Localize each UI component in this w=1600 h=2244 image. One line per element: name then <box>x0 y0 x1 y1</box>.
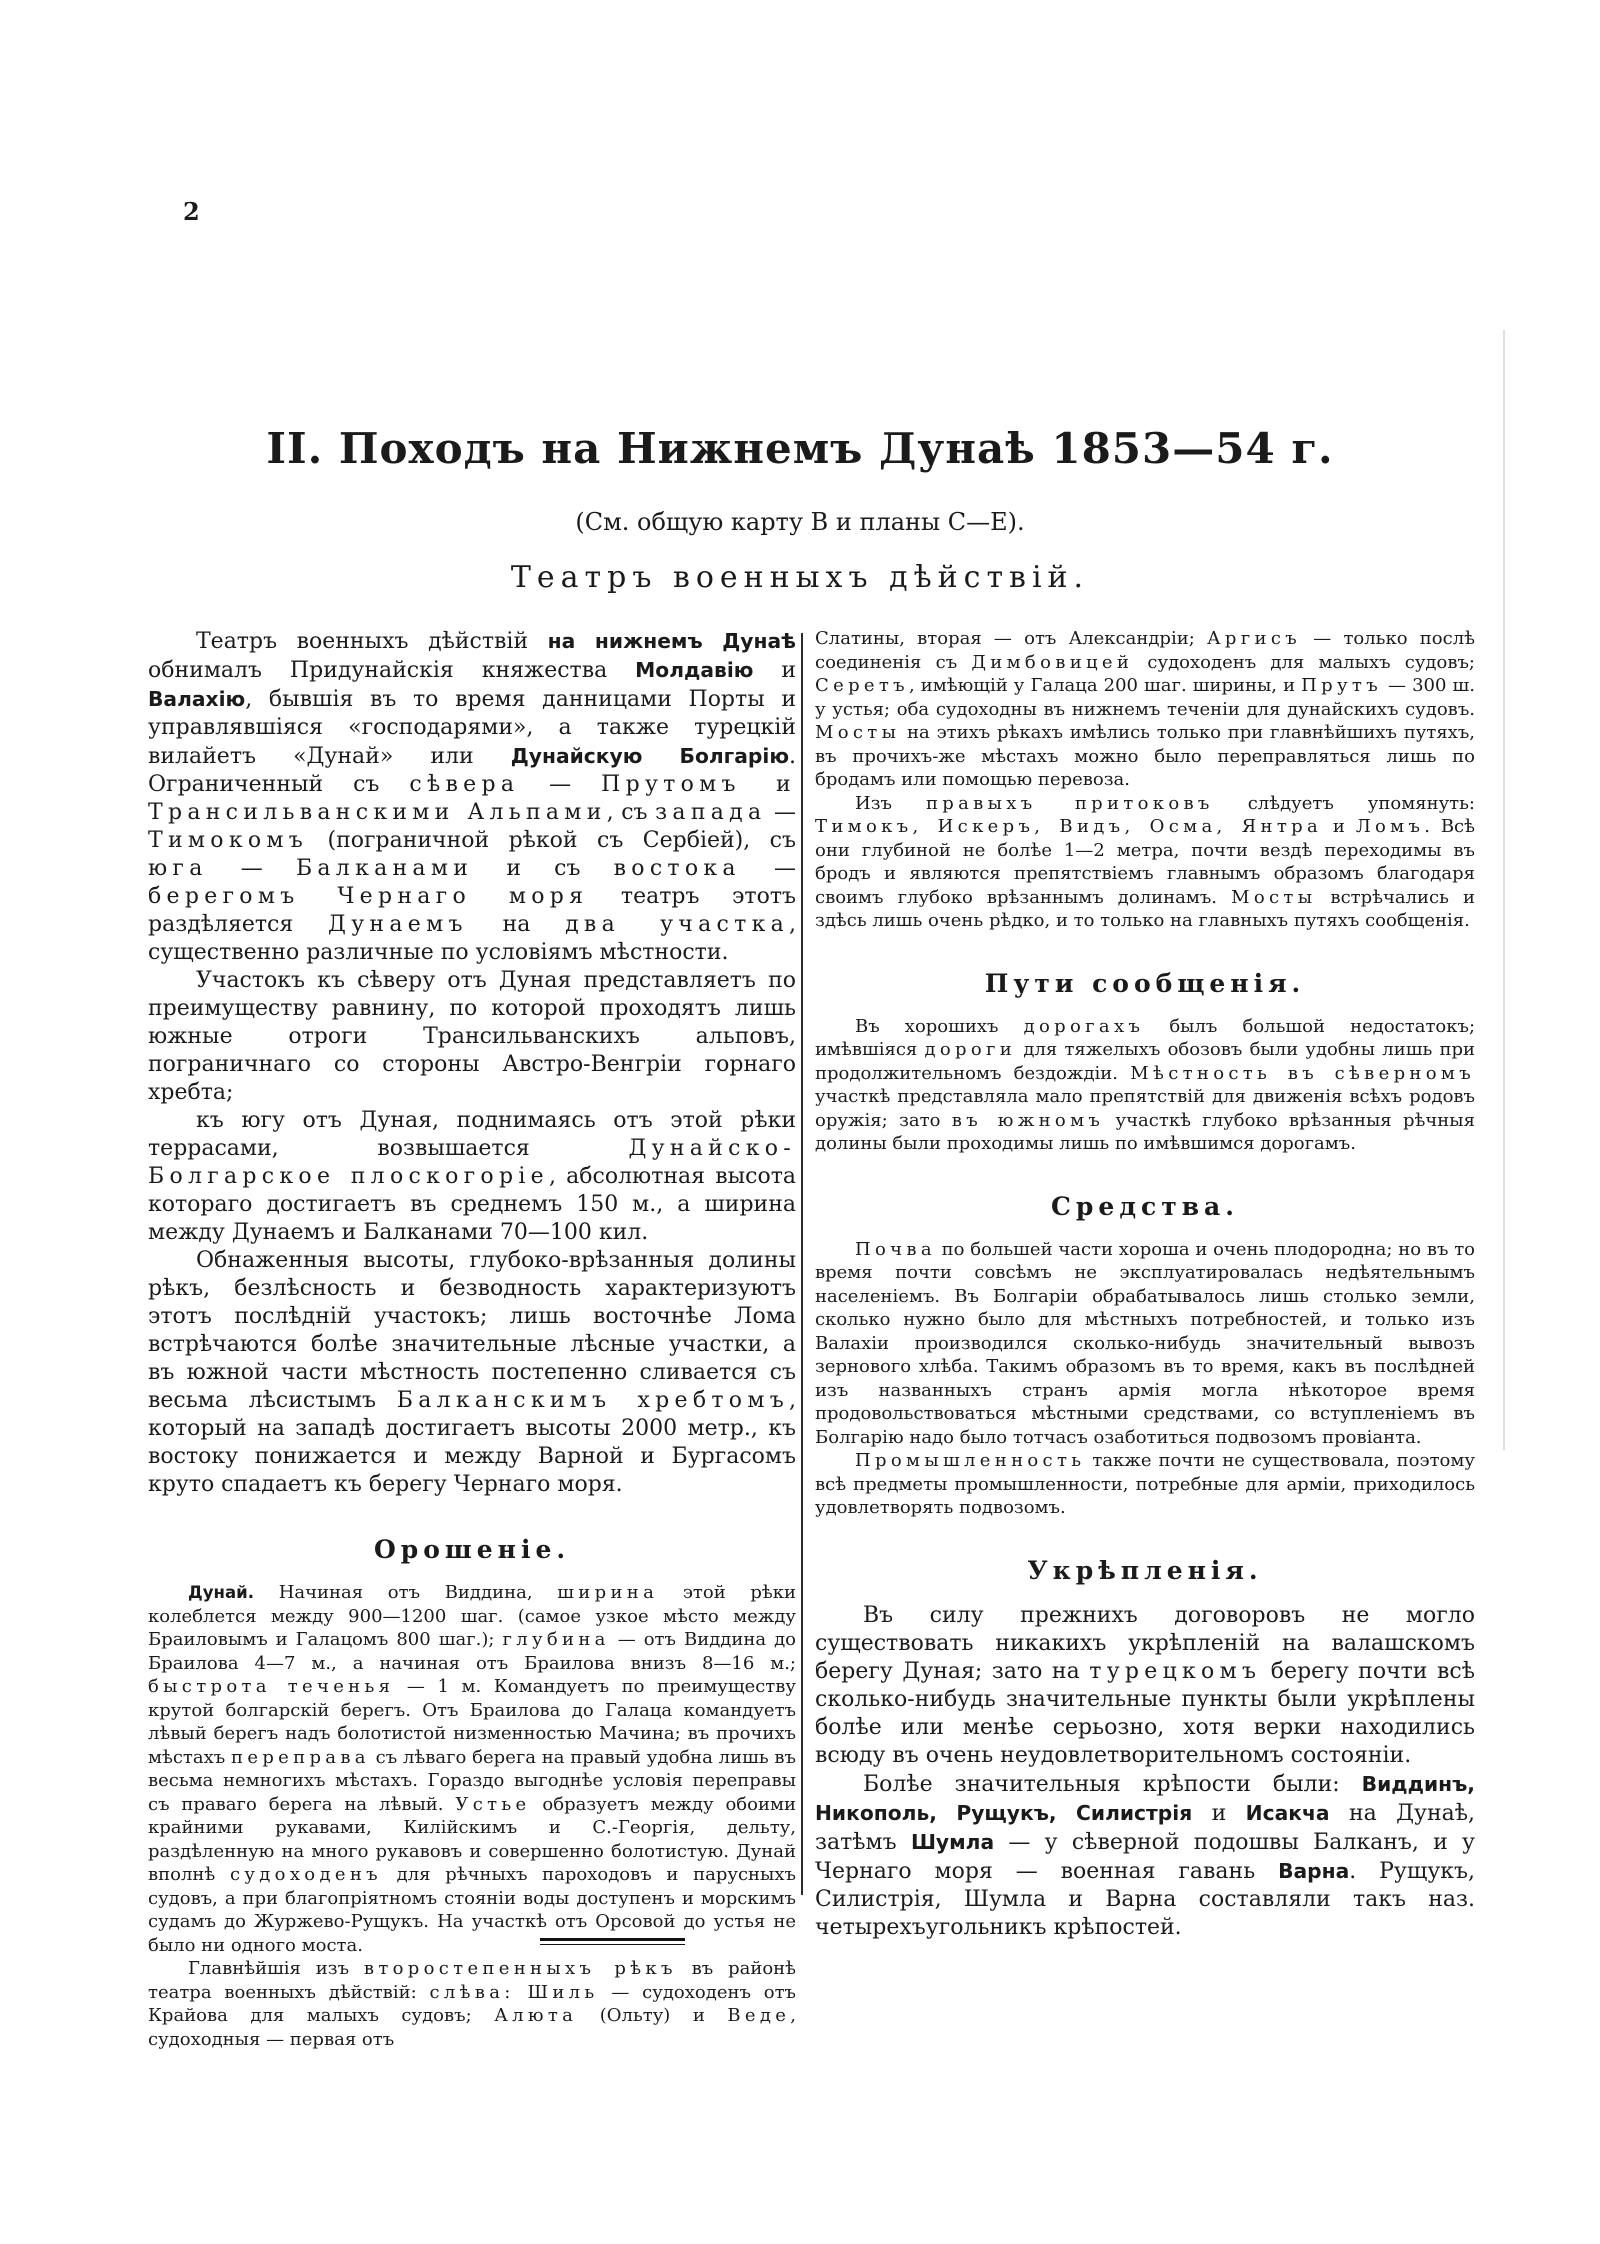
text-segment: — у сѣверной подошвы Балканъ, и у Чернаго моря — военная гавань <box>815 1829 1476 1884</box>
text-segment: , бывшія въ то время данницами Порты и управлявшіяся «господарями», а также турецкій вилайетъ «Дунай» или <box>148 687 796 769</box>
text-segment: Валахію <box>148 687 246 711</box>
text-segment: Дунайско-Болгарское плоскогоріе <box>148 1136 796 1189</box>
text-segment: обнималъ Придунайскія княжества <box>148 658 636 683</box>
text-segment: слѣдуетъ упомянуть: <box>1213 792 1475 814</box>
text-segment: Прутъ <box>1301 675 1382 696</box>
column-heading: Укрѣпленія. <box>1027 1555 1263 1585</box>
text-segment: въ районѣ театра военныхъ дѣйствій: <box>148 1958 797 2003</box>
text-segment: , имѣющій у Галаца 200 шаг. ширины, и <box>908 675 1302 696</box>
scan-edge-shadow <box>1503 330 1505 1450</box>
text-segment: , съ <box>606 800 656 825</box>
text-segment: слѣва: <box>429 1981 515 2003</box>
text-segment: Театръ военныхъ дѣйствій <box>196 629 548 654</box>
text-segment: ширина <box>557 1582 659 1603</box>
text-segment: Въ хорошихъ <box>855 1015 1024 1037</box>
paragraph <box>815 792 1475 933</box>
text-segment: Шумла <box>910 1829 995 1854</box>
text-segment: Балканами <box>295 856 474 881</box>
text-segment: и <box>1192 1800 1246 1826</box>
text-segment: Дунаемъ <box>328 912 468 937</box>
text-segment: на этихъ рѣкахъ имѣлись только при главнѣйшихъ путяхъ, въ прочихъ-же мѣстахъ можно было переправляться лишь по бродамъ или помощью перевоза. <box>815 722 1475 790</box>
text-segment: также почти не существовала, поэтому всѣ предметы промышленности, потребные для арміи, приходилось удовлетворять подвозомъ. <box>815 1450 1475 1518</box>
left-column <box>148 627 796 2051</box>
text-segment: Начиная отъ Виддина, <box>254 1582 558 1603</box>
text-segment: , который на западѣ достигаетъ высоты 2000 метр., къ востоку понижается и между Варной и Бургасомъ круто спадаетъ къ берегу Чернаго моря. <box>148 1388 796 1497</box>
text-segment: въ южномъ <box>951 1109 1105 1131</box>
text-segment: Виддинъ, Никополь, Рущукъ, Силистрія <box>815 1771 1475 1825</box>
text-segment: — судоходенъ отъ Крайова для малыхъ судовъ; <box>148 1981 796 2026</box>
text-segment: участкѣ глубоко врѣзанныя рѣчныя долины были проходимы лишь по имѣвшимся дорогамъ. <box>815 1109 1475 1154</box>
paragraph <box>815 627 1475 792</box>
text-segment: — <box>740 856 796 881</box>
text-segment: . Ограниченный съ <box>148 744 797 797</box>
text-segment: сѣвера <box>409 772 520 797</box>
text-segment: Молдавію <box>635 658 754 682</box>
text-segment: — отъ Виддина до Браилова 4—7 м., а начиная отъ Браилова внизъ 8—16 м.; <box>148 1629 797 1674</box>
text-segment: — <box>207 856 296 881</box>
text-segment: Промышленность <box>855 1450 1086 1471</box>
paragraph <box>148 1107 796 1247</box>
text-segment: Ломъ <box>1355 816 1425 837</box>
text-segment: Прутомъ и Трансильванскими Альпами <box>148 772 796 825</box>
text-segment: для рѣчныхъ пароходовъ и парусныхъ судовъ, а при благопріятномъ стояніи воды доступенъ и морскимъ судамъ до Журжево-Рущукъ. На участкѣ отъ Орсовой до устья не было ни одного моста. <box>148 1864 796 1956</box>
text-segment: этой рѣки колеблется между 900—1200 шаг. (самое узкое мѣсто между Браиловымъ и Галацомъ 800 шаг.); <box>148 1582 796 1650</box>
text-segment: берегомъ Чернаго моря <box>148 884 589 909</box>
text-segment: . Всѣ они глубиной не болѣе 1—2 метра, почти вездѣ переходимы въ бродъ и являются препятствіемъ главнымъ образомъ благодаря своимъ глубоко врѣзаннымъ долинамъ. <box>815 816 1475 908</box>
text-segment: Дунайскую Болгарію <box>510 744 790 768</box>
text-segment: образуетъ между обоими крайними рукавами, Килійскимъ и С.-Георгія, дельту, раздѣленную на много рукавовъ и совершенно болотистую. Дунай вполнѣ <box>148 1793 796 1885</box>
text-segment: Мосты <box>1231 886 1317 908</box>
text-segment: Обнаженныя высоты, глубоко-врѣзанныя долины рѣкъ, безлѣсность и безводность характеризуютъ этотъ послѣдній участокъ; лишь восточнѣе Лома встрѣчаются болѣе значительные лѣсные участки, а въ южной части мѣстность постепенно сливается съ весьма лѣсистымъ <box>148 1248 796 1413</box>
text-segment: судоходенъ <box>229 1864 382 1885</box>
column-separator-rule <box>801 633 803 1895</box>
text-segment: — 1 м. Командуетъ по преимуществу крутой болгарскій берегъ. Отъ Браилова до Галаца командуетъ лѣвый берегъ надъ болотистой низменностью Мачина; въ прочихъ мѣстахъ <box>148 1676 796 1768</box>
text-segment: участкѣ представляла мало препятствій для движенія всѣхъ родовъ оружія; зато <box>815 1086 1475 1131</box>
text-segment: для тяжелыхъ обозовъ были удобны лишь при продолжительномъ бездождіи. <box>815 1039 1475 1084</box>
text-segment: судоходенъ для малыхъ судовъ; <box>1133 651 1475 673</box>
text-segment: берегу почти всѣ сколько-нибудь значительные пункты были укрѣплены болѣе или менѣе серьозно, хотя верки находились всюду въ очень неудовлетворительномъ состояніи. <box>815 1658 1475 1768</box>
text-segment: турецкомъ <box>1089 1658 1262 1684</box>
text-segment: и <box>753 658 796 683</box>
text-segment: , абсолютная высота котораго достигаетъ въ среднемъ 150 м., а ширина между Дунаемъ и Балканами 70—100 кил. <box>148 1164 796 1245</box>
text-segment: Мѣстность въ сѣверномъ <box>1130 1062 1475 1084</box>
text-segment: дорогахъ <box>1023 1015 1145 1037</box>
text-segment: , судоходныя — первая отъ <box>148 2005 797 2050</box>
text-segment <box>515 1982 528 2003</box>
section-heading: Театръ военныхъ дѣйствій. <box>510 560 1090 595</box>
text-segment: Димбовицей <box>971 651 1134 673</box>
text-segment: Аргисъ <box>1206 628 1302 649</box>
text-segment: Слатины, вторая — отъ Александріи; <box>815 628 1207 649</box>
text-segment: на нижнемъ Дунаѣ <box>547 629 796 653</box>
text-segment: — <box>519 772 602 797</box>
text-segment: Главнѣйшія изъ <box>188 1958 364 1979</box>
text-segment: и <box>1322 816 1356 837</box>
text-segment: на Дунаѣ, затѣмъ <box>815 1800 1475 1855</box>
text-segment: къ югу отъ Дуная, поднимаясь отъ этой рѣки террасами, возвышается <box>148 1108 796 1161</box>
page-number: 2 <box>183 197 200 226</box>
text-segment: дороги <box>924 1039 1017 1060</box>
text-segment: (Ольту) и <box>577 2005 728 2026</box>
text-segment: быстрота теченья <box>148 1676 395 1697</box>
text-segment: — <box>766 800 797 825</box>
text-segment: — только послѣ соединенія съ <box>815 628 1475 673</box>
text-segment: Дунай. <box>188 1583 255 1602</box>
text-segment: Тимокъ, Искеръ, Видъ, Осма, Янтра <box>815 816 1323 837</box>
right-column <box>815 627 1475 1942</box>
text-segment: Устье <box>455 1793 531 1815</box>
text-segment: Тимокомъ <box>148 828 309 853</box>
column-heading: Средства. <box>1051 1191 1239 1221</box>
text-segment: Варна <box>1278 1858 1350 1883</box>
text-segment: (пограничной рѣкой съ Сербіей), съ <box>308 828 796 853</box>
text-segment: второстепенныхъ рѣкъ <box>363 1958 677 1979</box>
chapter-subtitle: (См. общую карту B и планы C—E). <box>575 508 1025 536</box>
paragraph <box>148 627 796 967</box>
footnote-divider <box>540 1938 685 1945</box>
text-segment: Болѣе значительныя крѣпости были: <box>863 1771 1362 1797</box>
text-segment: Участокъ къ сѣверу отъ Дуная представляетъ по преимуществу равнину, по которой проходятъ лишь южные отроги Трансильванскихъ альповъ, пограничнаго со стороны Австро-Венгріи горнаго хребта; <box>148 968 796 1105</box>
paragraph <box>148 967 796 1107</box>
paragraph <box>815 1015 1475 1156</box>
text-segment: Изъ <box>855 792 926 814</box>
text-segment: былъ большой недостатокъ; имѣвшіяся <box>815 1015 1476 1060</box>
text-segment: — 300 ш. у устья; оба судоходны въ нижнемъ теченіи для дунайскихъ судовъ. <box>815 675 1475 720</box>
text-segment: Веде <box>727 2005 791 2026</box>
column-heading: Пути сообщенія. <box>984 968 1306 998</box>
text-segment: на <box>467 912 566 937</box>
chapter-title: II. Походъ на Нижнемъ Дунаѣ 1853—54 г. <box>266 424 1334 473</box>
text-segment: и съ <box>473 856 614 881</box>
text-segment: съ лѣваго берега на правый удобна лишь въ весьма немногихъ мѣстахъ. Гораздо выгоднѣе условія переправы съ праваго берега на лѣвый. <box>148 1746 797 1815</box>
text-segment: Шиль <box>527 1981 599 2003</box>
text-segment: глубина <box>502 1629 610 1650</box>
paragraph <box>815 1238 1475 1450</box>
text-segment: . Рущукъ, Силистрія, Шумла и Варна составляли такъ наз. четырехъугольникъ крѣпостей. <box>815 1858 1476 1940</box>
text-segment: юга <box>148 856 208 881</box>
paragraph <box>148 1957 796 2051</box>
paragraph <box>148 1247 796 1499</box>
text-segment: востока <box>613 856 741 881</box>
text-segment: Исакча <box>1245 1800 1330 1825</box>
text-segment: Въ силу прежнихъ договоровъ не могло существовать никакихъ укрѣпленій на валашскомъ берегу Дуная; зато на <box>815 1602 1475 1684</box>
text-segment: встрѣчались и здѣсь лишь очень рѣдко, и то только на главныхъ путяхъ сообщенія. <box>815 886 1476 931</box>
text-segment: два участка <box>565 912 789 937</box>
text-segment: театръ этотъ раздѣляется <box>148 884 797 937</box>
text-segment: Алюта <box>494 2005 578 2026</box>
column-heading: Орошеніе. <box>373 1535 571 1564</box>
text-segment: запада <box>655 800 767 825</box>
text-segment: переправа <box>231 1746 370 1768</box>
text-segment: Почва <box>855 1238 936 1260</box>
text-segment: по большей части хороша и очень плодородна; но въ то время почти совсѣмъ не эксплуатировалась недѣятельнымъ населеніемъ. Въ Болгаріи обрабатывалось лишь столько земли, сколько нужно было для мѣстныхъ потребностей, и только изъ Валахіи производился сколько-нибудь значительный вывозъ зернового хлѣба. Такимъ образомъ въ то время, какъ въ послѣдней изъ названныхъ странъ армія могла нѣкоторое время продовольствоваться мѣстными средствами, со вступленіемъ въ Болгарію надо было тотчасъ озаботиться подвозомъ провіанта. <box>815 1238 1475 1448</box>
text-segment: правыхъ притоковъ <box>925 792 1214 814</box>
paragraph <box>148 1581 796 1957</box>
text-segment: Мосты <box>815 722 901 743</box>
paragraph <box>815 1770 1475 1942</box>
text-segment: , существенно различные по условіямъ мѣстности. <box>148 912 796 965</box>
text-segment: Балканскимъ хребтомъ <box>396 1388 789 1413</box>
text-segment: Серетъ <box>815 675 909 696</box>
paragraph <box>815 1449 1475 1520</box>
paragraph <box>815 1602 1475 1770</box>
